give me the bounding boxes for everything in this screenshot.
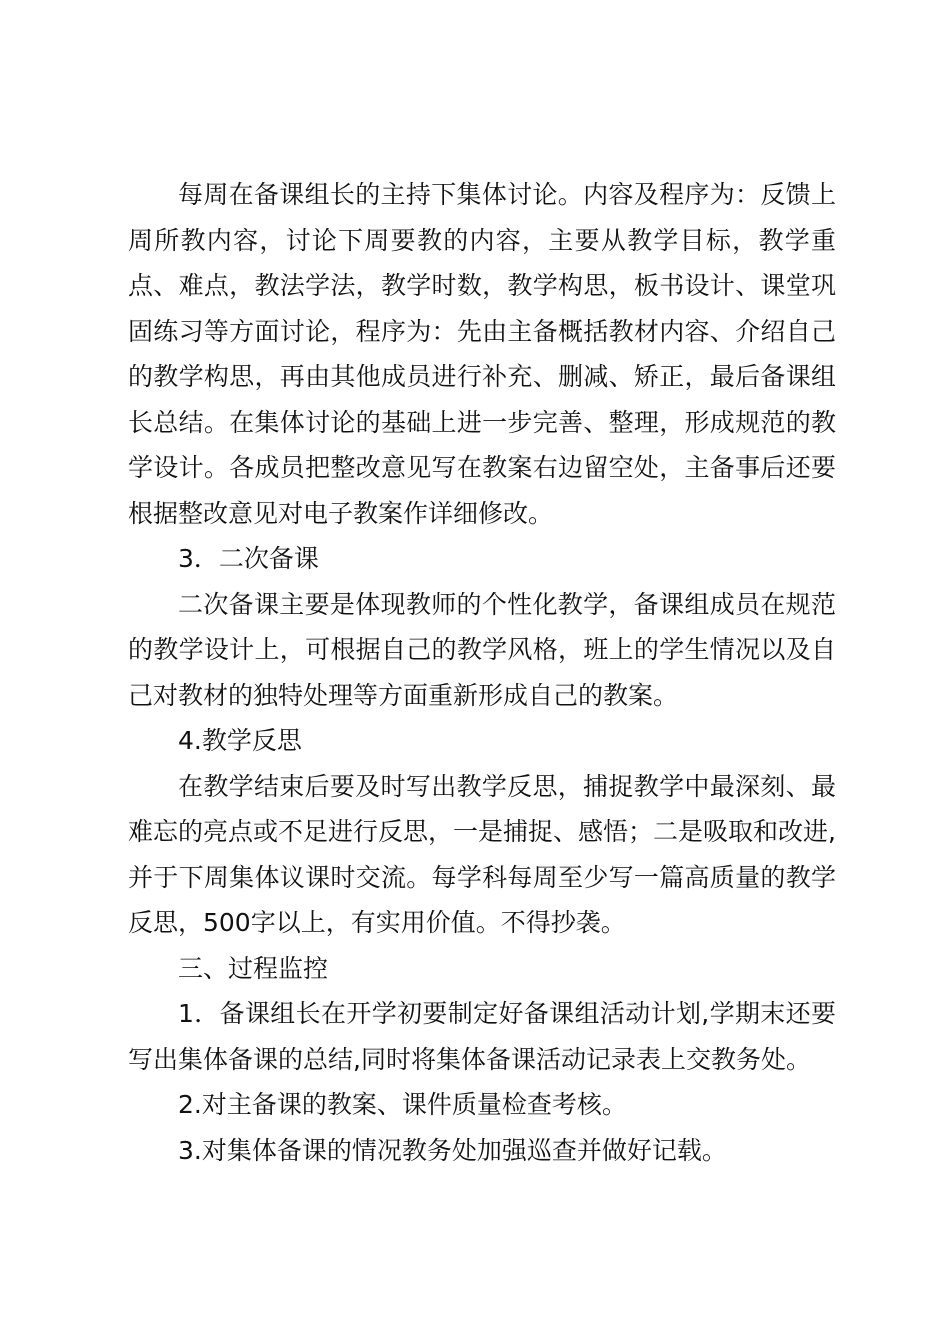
heading-process-monitoring: 三、过程监控 — [178, 953, 329, 983]
paragraph-teaching-reflection: 在教学结束后要及时写出教学反思，捕捉教学中最深刻、最难忘的亮点或不足进行反思，一是捕捉、感悟；二是吸取和改进,并于下周集体议课时交流。每学科每周至少写一篇高质量的教学反思，500字以上，有实用价值。不得抄袭。 — [128, 771, 836, 937]
paragraph-monitoring-item-2: 2.对主备课的教案、课件质量检查考核。 — [178, 1090, 627, 1119]
paragraph-second-preparation: 二次备课主要是体现教师的个性化教学，备课组成员在规范的教学设计上，可根据自己的教学风格，班上的学生情况以及自己对教材的独特处理等方面重新形成自己的教案。 — [128, 589, 836, 710]
heading-second-preparation: 3．二次备课 — [178, 544, 319, 573]
paragraph-collective-discussion: 每周在备课组长的主持下集体讨论。内容及程序为：反馈上周所教内容，讨论下周要教的内容，主要从教学目标，教学重点、难点，教法学法，教学时数，教学构思，板书设计、课堂巩固练习等方面讨论，程序为：先由主备概括教材内容、介绍自己的教学构思，再由其他成员进行补充、删减、矫正，最后备课组长总结。在集体讨论的基础上进一步完善、整理，形成规范的教学设计。各成员把整改意见写在教案右边留空处，主备事后还要根据整改意见对电子教案作详细修改。 — [128, 180, 836, 528]
document-body — [128, 172, 836, 1173]
heading-teaching-reflection: 4.教学反思 — [178, 726, 302, 755]
paragraph-monitoring-item-1: 1．备课组长在开学初要制定好备课组活动计划,学期末还要写出集体备课的总结,同时将集体备课活动记录表上交教务处。 — [128, 999, 836, 1074]
paragraph-monitoring-item-3: 3.对集体备课的情况教务处加强巡查并做好记载。 — [178, 1135, 727, 1165]
